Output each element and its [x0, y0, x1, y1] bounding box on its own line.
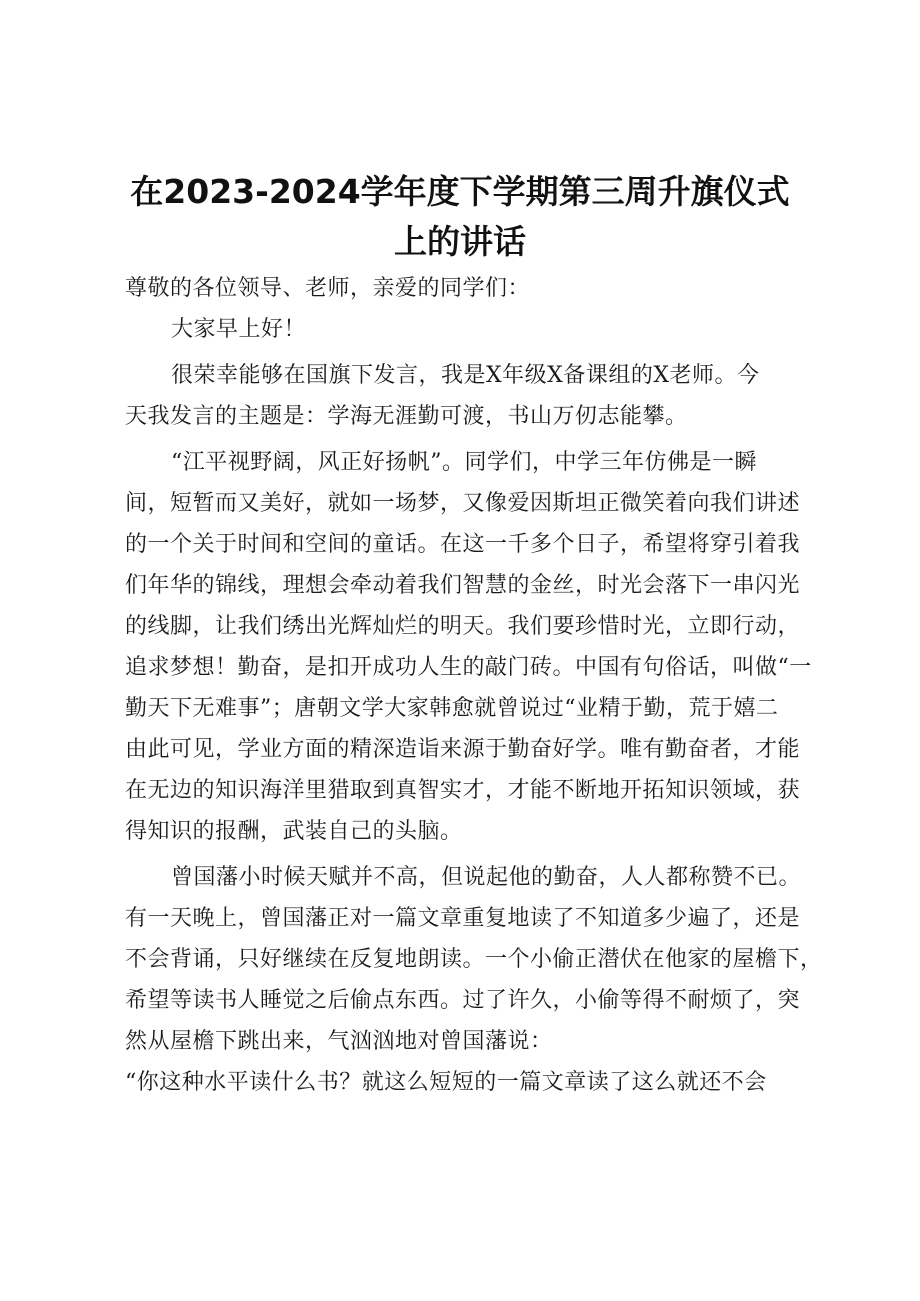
paragraph-line: “你这种水平读什么书？就这么短短的一篇文章读了这么就还不会: [125, 1070, 767, 1095]
paragraph-line: 间，短暂而又美好，就如一场梦，又像爱因斯坦正微笑着向我们讲述: [125, 491, 801, 516]
paragraph-line: 得知识的报酬，武装自己的头脑。: [125, 819, 463, 844]
paragraph-line: 追求梦想！勤奋，是扣开成功人生的敲门砖。中国有句俗话，叫做“一: [125, 655, 812, 680]
paragraph-line: 天我发言的主题是：学海无涯勤可渡，书山万仞志能攀。: [125, 404, 688, 429]
paragraph-line: 曾国藩小时候天赋并不高，但说起他的勤奋，人人都称赞不已。: [171, 865, 802, 890]
paragraph-line: 希望等读书人睡觉之后偷点东西。过了许久，小偷等得不耐烦了，突: [125, 988, 801, 1013]
salutation: 尊敬的各位领导、老师，亲爱的同学们：: [125, 276, 531, 301]
paragraph-line: 很荣幸能够在国旗下发言，我是X年级X备课组的X老师。今: [171, 363, 760, 388]
paragraph-line: 在无边的知识海洋里猎取到真智实才，才能不断地开拓知识领域，获: [125, 778, 801, 803]
speech-body: [125, 268, 825, 1103]
paragraph-line: 们年华的锦线，理想会牵动着我们智慧的金丝，时光会落下一串闪光: [125, 573, 801, 598]
paragraph-line: 的线脚，让我们绣出光辉灿烂的明天。我们要珍惜时光，立即行动，: [125, 614, 801, 639]
paragraph-line: 不会背诵，只好继续在反复地朗读。一个小偷正潜伏在他家的屋檐下，: [125, 947, 823, 972]
title-line-2: 上的讲话: [394, 222, 526, 261]
paragraph-line: 有一天晚上，曾国藩正对一篇文章重复地读了不知道多少遍了，还是: [125, 906, 801, 931]
greeting: 大家早上好！: [171, 317, 307, 342]
title-line-1: 在2023-2024学年度下学期第三周升旗仪式: [130, 172, 790, 211]
paragraph-line: 由此可见，学业方面的精深造诣来源于勤奋好学。唯有勤奋者，才能: [125, 737, 801, 762]
paragraph-line: 然从屋檐下跳出来，气汹汹地对曾国藩说：: [125, 1029, 553, 1054]
paragraph-line: “江平视野阔，风正好扬帆”。同学们，中学三年仿佛是一瞬: [171, 450, 757, 475]
paragraph-line: 的一个关于时间和空间的童话。在这一千多个日子，希望将穿引着我: [125, 532, 801, 557]
paragraph-line: 勤天下无难事”；唐朝文学大家韩愈就曾说过“业精于勤，荒于嬉二: [125, 696, 779, 721]
